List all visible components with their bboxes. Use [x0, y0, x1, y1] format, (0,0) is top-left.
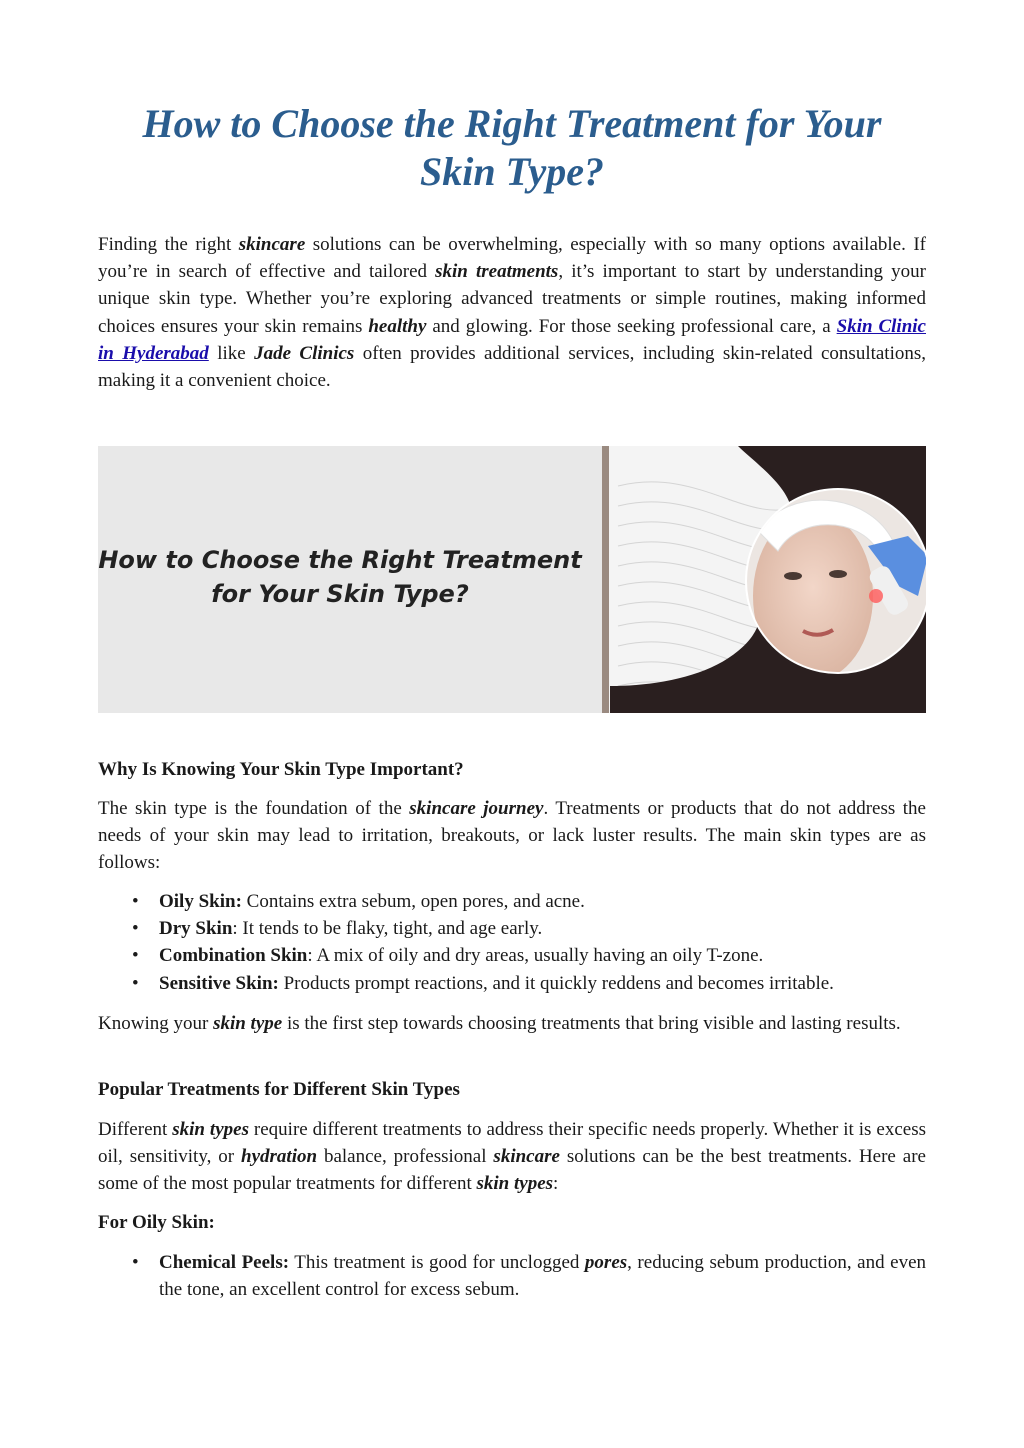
oily-treatments-list: [98, 1249, 926, 1303]
section2-text: require different treatments to address their specific needs properly. Whether it is excess oil, sensitivity, or: [98, 1119, 926, 1168]
list-item-text: : It tends to be flaky, tight, and age early.: [232, 918, 543, 940]
list-item-label: Oily Skin:: [159, 891, 242, 912]
section2-keyword: skin types: [172, 1119, 249, 1140]
list-item-text: This treatment is good for unclogged: [289, 1252, 585, 1273]
list-item: [98, 970, 926, 997]
section1-paragraph: [98, 795, 926, 877]
banner-title: [98, 543, 582, 611]
intro-text: solutions can be overwhelming, especially with so many options available. If you’re in search of effective and tailored: [98, 234, 926, 283]
list-item-text: Products prompt reactions, and it quickly reddens and becomes irritable.: [278, 972, 834, 994]
intro-keyword: healthy: [368, 315, 427, 337]
summary-keyword: skin type: [213, 1013, 283, 1034]
section2-text: :: [553, 1173, 559, 1195]
title-line-2: Skin Type?: [419, 149, 605, 194]
skin-types-list: [98, 888, 926, 997]
list-item-label: Sensitive Skin:: [159, 972, 279, 994]
intro-text: , it’s important to start by understanding your unique skin type. Whether you’re exploring advanced treatments or simple routines, making informed choices ensures your skin remains: [98, 261, 926, 337]
section2-text: solutions can be the best treatments. Here are some of the most popular treatments for different: [98, 1146, 926, 1195]
page-title: [98, 100, 926, 196]
list-item-keyword: pores: [584, 1252, 628, 1273]
title-line-1: How to Choose the Right Treatment for Your: [142, 101, 882, 146]
list-item-text: : A mix of oily and dry areas, usually having an oily T-zone.: [307, 945, 764, 967]
skin-type-summary: [98, 1010, 926, 1037]
list-item-label: Chemical Peels:: [159, 1252, 290, 1273]
section1-text: The skin type is the foundation of the: [98, 798, 410, 819]
banner-image: [98, 446, 926, 713]
list-item-label: Combination Skin: [159, 945, 308, 967]
section2-keyword: skincare: [493, 1146, 560, 1168]
summary-text: is the first step towards choosing treatments that bring visible and lasting results.: [282, 1013, 901, 1034]
summary-text: Knowing your: [98, 1013, 214, 1034]
section-heading-importance: Why Is Knowing Your Skin Type Important?: [98, 759, 464, 780]
section2-keyword: skin types: [476, 1173, 554, 1195]
intro-text: like: [208, 342, 255, 364]
section-heading-oily-skin: For Oily Skin:: [98, 1212, 215, 1233]
list-item: [98, 915, 926, 942]
banner-title-line-2: for Your Skin Type?: [211, 580, 469, 608]
intro-paragraph: [98, 231, 926, 394]
intro-text: Finding the right: [98, 234, 239, 255]
list-item-text: Contains extra sebum, open pores, and acne.: [241, 891, 585, 912]
skin-clinic-link[interactable]: Skin Clinic in Hyderabad: [98, 315, 926, 364]
section-heading-treatments: Popular Treatments for Different Skin Types: [98, 1079, 460, 1100]
section2-keyword: hydration: [241, 1146, 318, 1168]
banner-title-line-1: How to Choose the Right Treatment: [98, 546, 582, 574]
section2-text: Different: [98, 1119, 173, 1140]
intro-text: often provides additional services, including skin-related consultations, making it a convenient choice.: [98, 342, 927, 392]
list-item: [98, 942, 926, 969]
section2-paragraph: [98, 1116, 926, 1198]
intro-text: and glowing. For those seeking professional care, a: [426, 315, 837, 337]
list-item-text: , reducing sebum production, and even the tone, an excellent control for excess sebum.: [159, 1252, 927, 1301]
intro-keyword: skin treatments: [435, 261, 559, 283]
intro-keyword: skincare: [238, 234, 306, 255]
section2-text: balance, professional: [317, 1146, 494, 1168]
section1-keyword: skincare journey: [409, 798, 544, 819]
list-item: [98, 888, 926, 915]
section1-text: . Treatments or products that do not address the needs of your skin may lead to irritation, breakouts, or lack luster results. The main skin types are as follows:: [98, 798, 926, 874]
list-item: [98, 1249, 926, 1303]
intro-keyword: Jade Clinics: [254, 342, 355, 364]
list-item-label: Dry Skin: [159, 918, 233, 940]
banner-divider: [602, 446, 609, 713]
